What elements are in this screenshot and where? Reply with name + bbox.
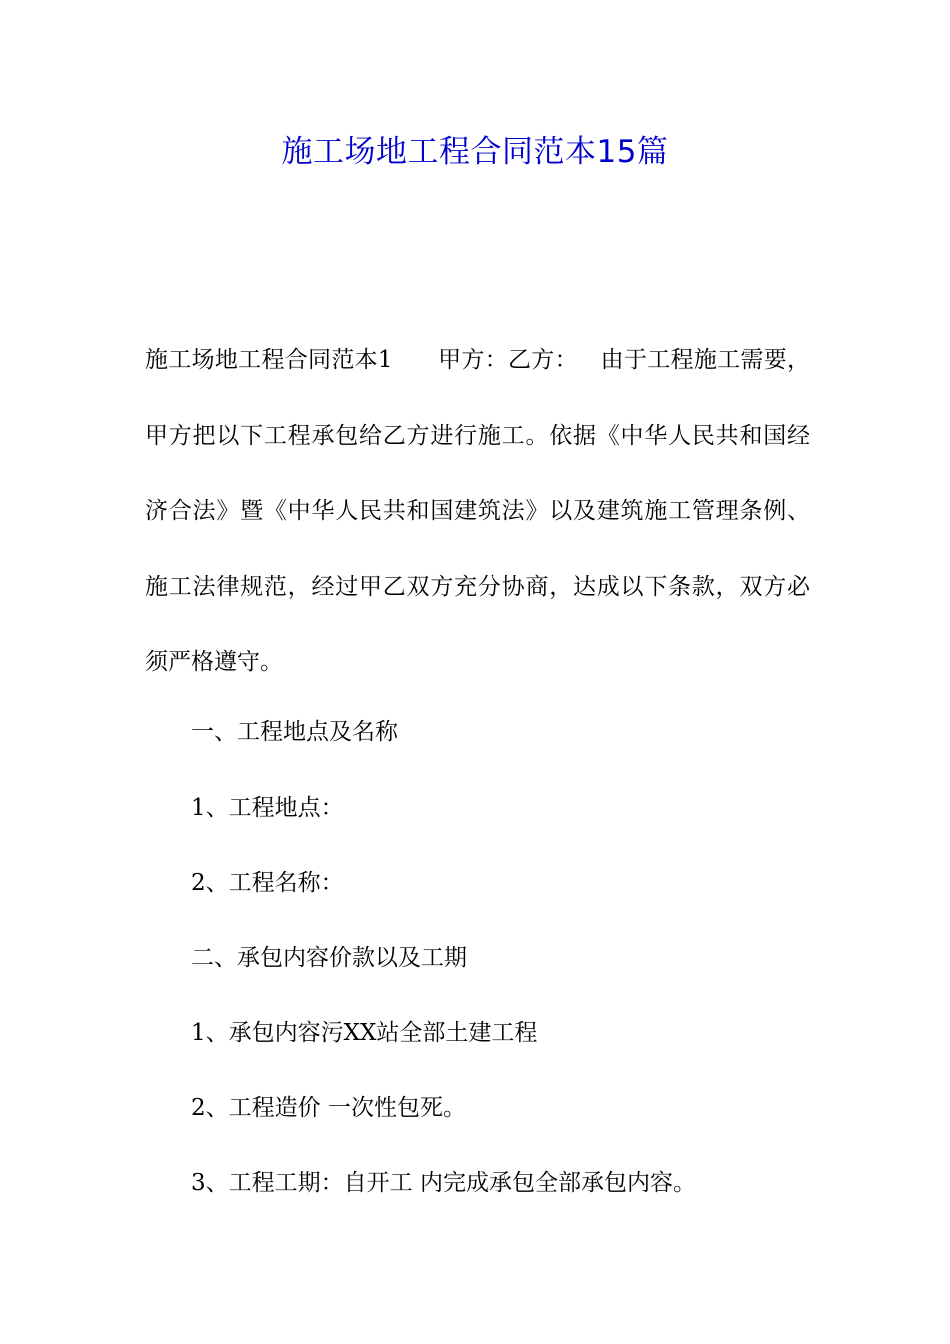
list-item-price: 2、工程造价 一次性包死。 xyxy=(191,1095,466,1121)
list-item-duration: 3、工程工期：自开工 内完成承包全部承包内容。 xyxy=(191,1170,696,1196)
list-item-name: 2、工程名称： xyxy=(191,870,344,896)
section-heading-scope: 二、承包内容价款以及工期 xyxy=(191,945,467,971)
intro-paragraph: 施工场地工程合同范本1 甲方：乙方： 由于工程施工需要，甲方把以下工程承包给乙方进行施工。依据《中华人民共和国经济合法》暨《中华人民共和国建筑法》以及建筑施工管理条例、施工法律规范，经过甲乙双方充分协商，达成以下条款，双方必须严格遵守。 xyxy=(145,347,810,675)
document-title: 施工场地工程合同范本15篇 xyxy=(281,134,669,170)
section-heading-location: 一、工程地点及名称 xyxy=(191,719,398,745)
list-item-scope: 1、承包内容污XX站全部土建工程 xyxy=(191,1020,538,1046)
list-item-location: 1、工程地点： xyxy=(191,795,344,821)
